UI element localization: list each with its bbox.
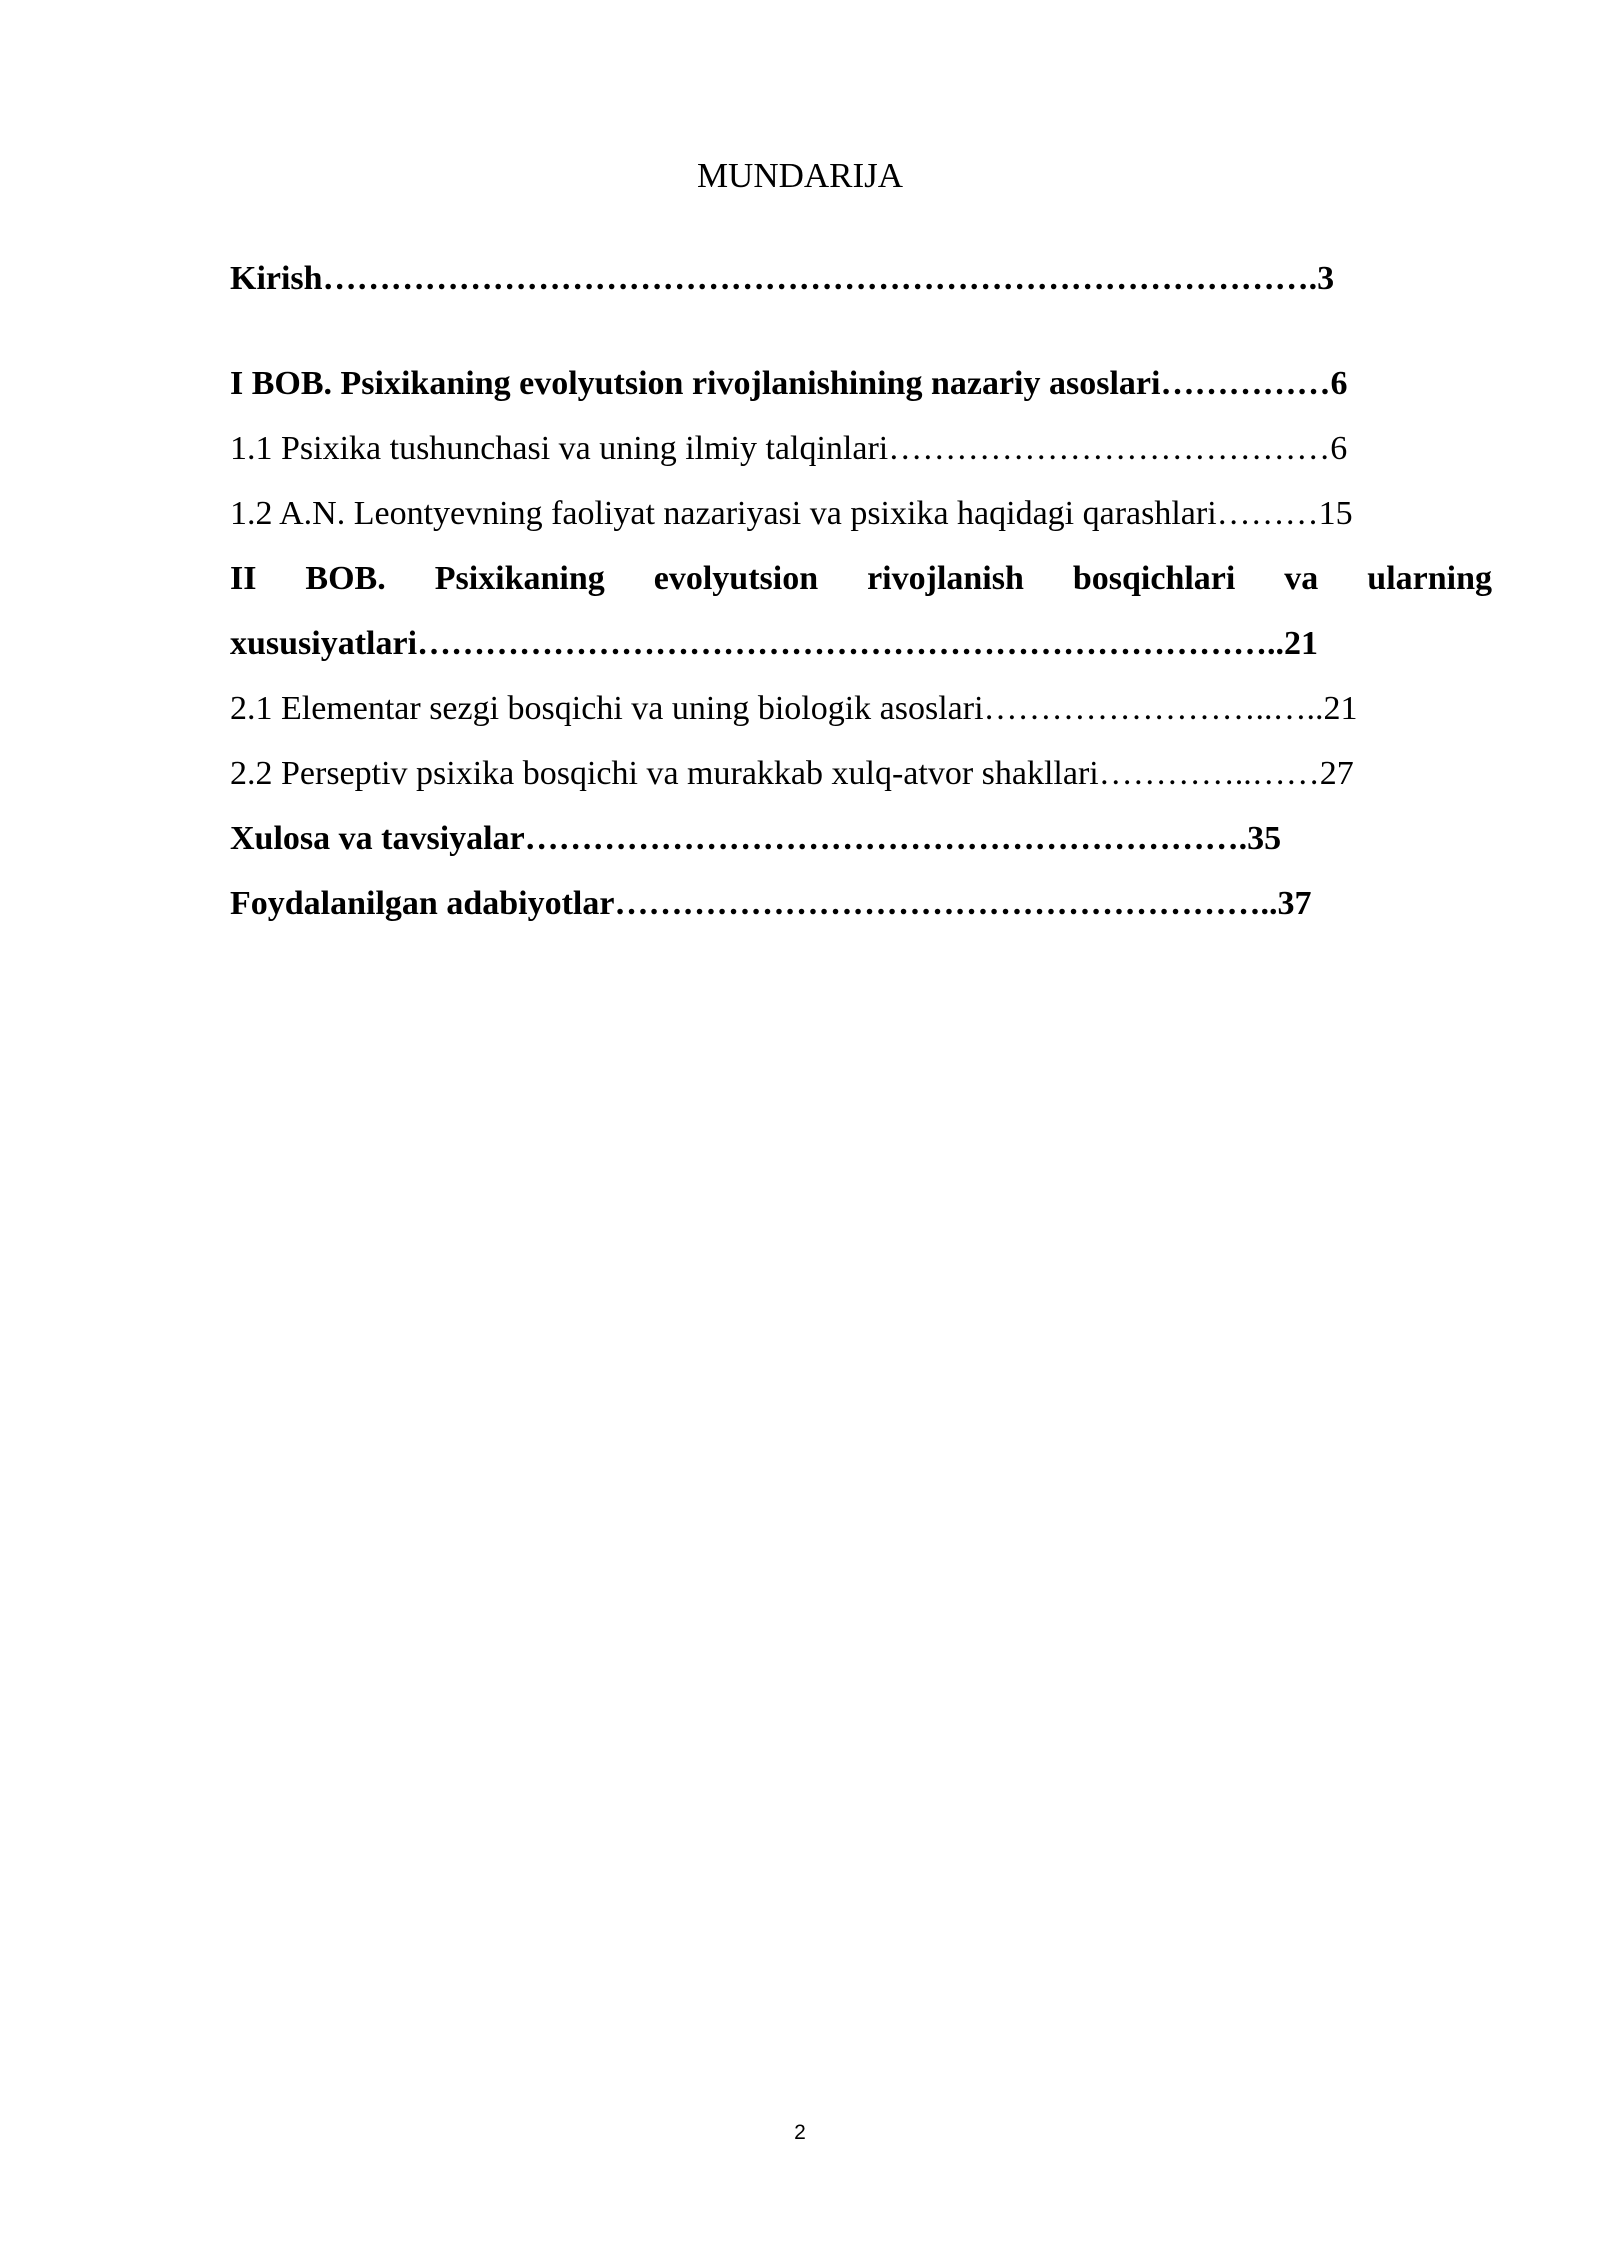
toc-entry-chapter-1: I BOB. Psixikaning evolyutsion rivojlanishining nazariy asoslari……………6 [230, 365, 1348, 402]
page-number: 2 [794, 2121, 806, 2144]
toc-entry-kirish: Kirish…………………………………………………………………………….3 [230, 260, 1335, 297]
toc-entry-section-1-1: 1.1 Psixika tushunchasi va uning ilmiy talqinlari…………………………………6 [230, 430, 1348, 467]
toc-entry-section-1-2: 1.2 A.N. Leontyevning faoliyat nazariyasi va psixika haqidagi qarashlari………15 [230, 495, 1353, 532]
toc-entry-adabiyotlar: Foydalanilgan adabiyotlar…………………………………………………..37 [230, 885, 1312, 922]
toc-entry-chapter-2-line-2: xususiyatlari…………………………………………………………………..21 [230, 625, 1319, 662]
toc-entry-section-2-1: 2.1 Elementar sezgi bosqichi va uning biologik asoslari……………………..…..21 [230, 690, 1358, 727]
toc-entry-section-2-2: 2.2 Perseptiv psixika bosqichi va murakkab xulq-atvor shakllari…………..……27 [230, 755, 1354, 792]
toc-entry-chapter-2-line-1: II BOB. Psixikaning evolyutsion rivojlanish bosqichlari va ularning [230, 560, 1492, 597]
page-title: MUNDARIJA [696, 156, 904, 195]
toc-entry-xulosa: Xulosa va tavsiyalar……………………………………………………….35 [230, 820, 1282, 857]
